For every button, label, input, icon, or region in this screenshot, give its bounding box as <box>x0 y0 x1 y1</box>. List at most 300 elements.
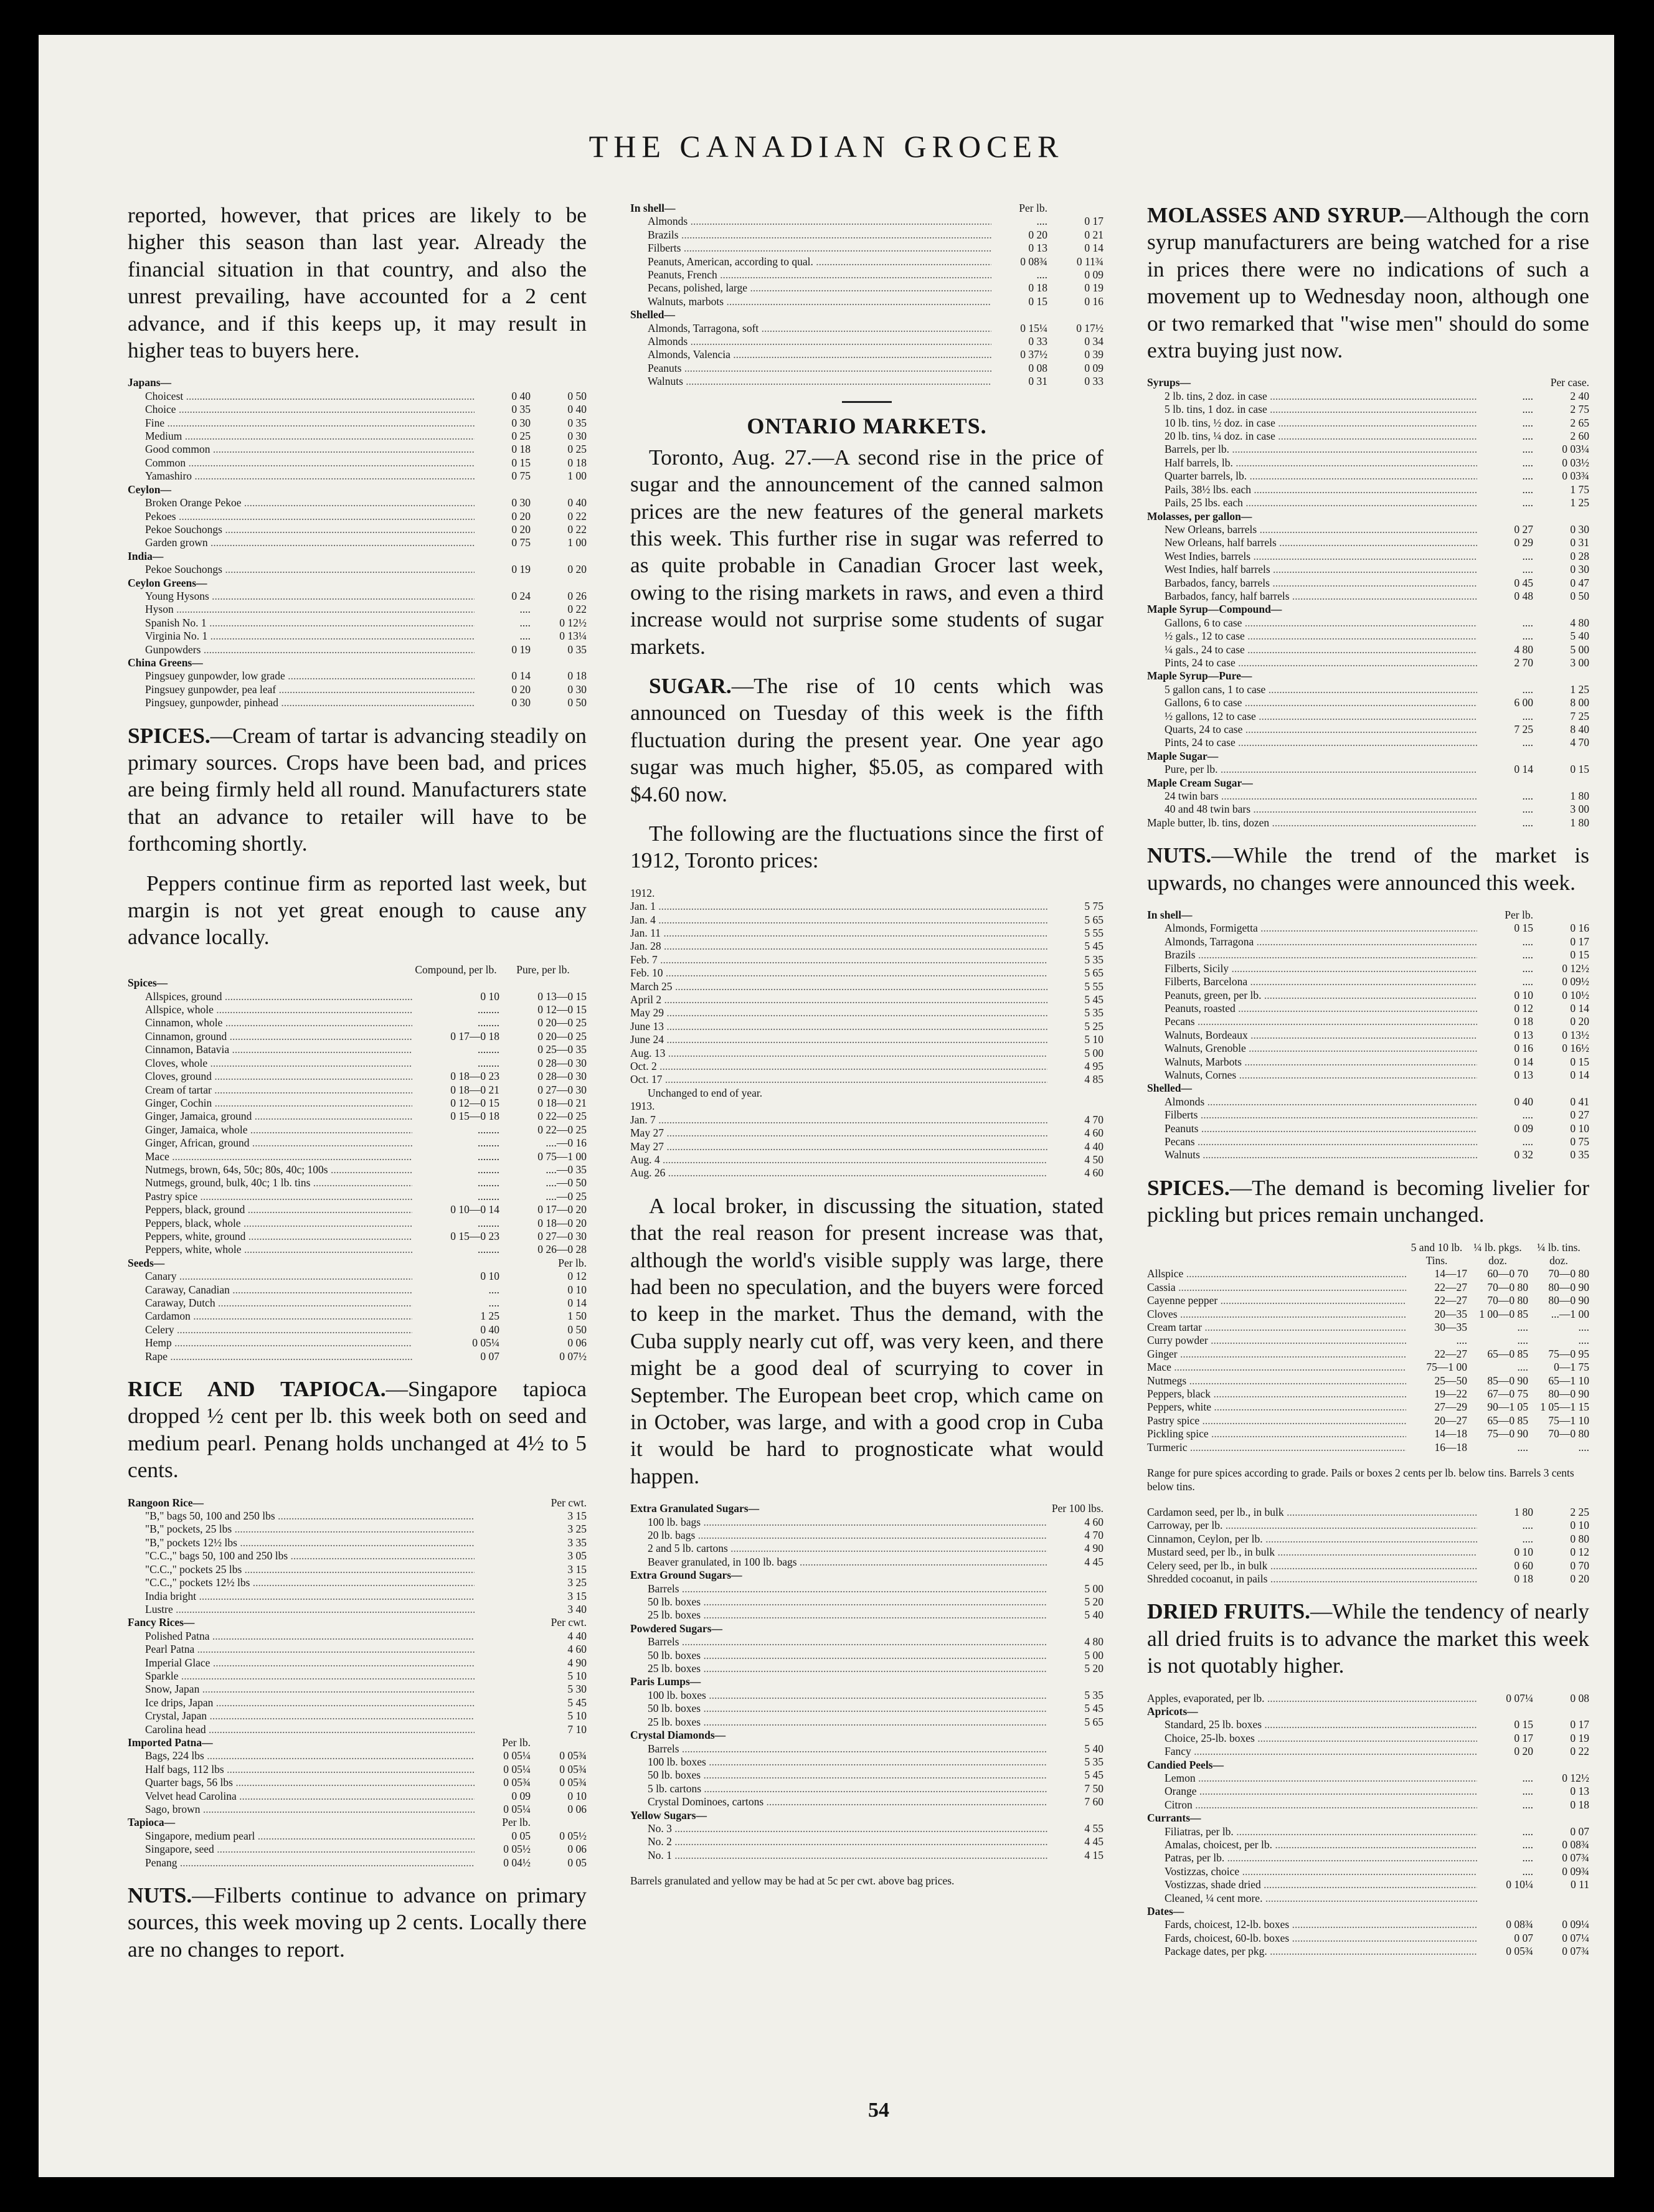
item-label: Broken Orange Pekoe ..... <box>128 496 475 509</box>
price-cell: 0 26 <box>567 589 587 602</box>
market-paragraph <box>1147 202 1589 364</box>
item-label: Cloves, ground ..... <box>128 1070 412 1083</box>
price-table-row <box>1147 1546 1589 1559</box>
item-label: Choice, 25-lb. boxes ..... <box>1147 1732 1477 1745</box>
item-label: Syrups— <box>1147 376 1191 389</box>
price-table-row <box>630 348 1103 361</box>
item-label: Cloves ..... <box>1147 1308 1406 1321</box>
price-cell: .... <box>1517 1334 1528 1347</box>
item-label: Fancy Rices— <box>128 1616 195 1629</box>
price-cell: 0 18 <box>1570 1798 1589 1811</box>
price-table-row <box>1147 696 1589 709</box>
item-label: 100 lb. boxes ..... <box>630 1756 1047 1769</box>
price-table-row <box>128 1776 587 1789</box>
price-table-row <box>128 1843 587 1856</box>
price-cell: 0 03¼ <box>1562 443 1589 456</box>
price-table-row <box>630 215 1103 228</box>
item-label: India bright ..... <box>128 1590 475 1603</box>
price-table-row <box>630 1060 1103 1073</box>
price-table <box>630 202 1103 389</box>
item-label: Extra Granulated Sugars— <box>630 1502 760 1515</box>
price-cell: 0 22 <box>567 509 587 522</box>
item-label: 25 lb. boxes ..... <box>630 1662 1047 1675</box>
price-table-row <box>630 1087 1103 1100</box>
price-cell: 0 40 <box>1514 1095 1533 1108</box>
price-cell: .... <box>519 630 531 643</box>
price-cell: 0 15—0 23 <box>450 1229 499 1242</box>
item-label: Yamashiro ..... <box>128 470 475 483</box>
price-table-row <box>128 1709 587 1723</box>
price-cell: 4 60 <box>1084 1166 1103 1179</box>
price-table-row <box>1147 1015 1589 1028</box>
price-cell: 0 34 <box>1084 335 1103 348</box>
price-table-row <box>128 1763 587 1776</box>
price-cell: 3 40 <box>567 1602 587 1615</box>
price-cell: 0 17 <box>1570 1718 1589 1731</box>
price-cell: 0 33 <box>1028 335 1047 348</box>
price-table-row <box>630 1822 1103 1835</box>
price-cell: .... <box>1522 709 1533 722</box>
price-cell: 5 25 <box>1084 1019 1103 1033</box>
price-cell: 0 60 <box>1514 1559 1533 1572</box>
price-table-subheading <box>630 1622 1103 1635</box>
item-label: Cinnamon, whole ..... <box>128 1016 412 1029</box>
price-cell: 22—27 <box>1434 1280 1467 1293</box>
paragraph-lead: DRIED FRUITS. <box>1147 1599 1311 1624</box>
price-cell: 0 07¼ <box>1506 1691 1533 1704</box>
price-cell: .... <box>1522 975 1533 988</box>
price-cell: 65—0 85 <box>1487 1414 1528 1427</box>
price-cell: 0 27 <box>1514 522 1533 536</box>
item-label: West Indies, barrels ..... <box>1147 550 1477 563</box>
price-cell: .... <box>1456 1334 1467 1347</box>
price-cell: ........ <box>478 1056 499 1069</box>
price-table-row <box>1147 630 1589 643</box>
price-table-subheading <box>630 1502 1103 1515</box>
item-label: Pingsuey gunpowder, low grade ..... <box>128 669 475 683</box>
item-label: Shelled— <box>1147 1082 1192 1095</box>
item-label: Peppers, black, ground ..... <box>128 1203 412 1216</box>
price-cell <box>412 1257 499 1270</box>
price-cell: 4 70 <box>1084 1529 1103 1541</box>
item-label: In shell— <box>630 202 676 214</box>
paragraph-lead: MOLASSES AND SYRUP. <box>1147 202 1404 227</box>
price-table-row <box>128 1576 587 1589</box>
item-label: New Orleans, half barrels ..... <box>1147 536 1477 549</box>
price-table-row <box>1147 1002 1589 1015</box>
price-cell: 0 18 <box>511 443 531 456</box>
price-table-row <box>1147 523 1589 536</box>
price-cell: 0 30 <box>511 416 531 429</box>
price-cell: 0 13¼ <box>559 630 587 643</box>
price-table-subheading <box>128 1496 587 1510</box>
price-cell: 0 05¾ <box>559 1749 587 1762</box>
item-label: Walnuts, Marbots ..... <box>1147 1056 1477 1069</box>
price-cell: 0 10 <box>1570 1122 1589 1135</box>
price-table-row <box>1147 803 1589 816</box>
price-cell: 4 60 <box>567 1643 587 1656</box>
price-table-row <box>1147 1361 1589 1374</box>
price-cell: 5 10 <box>567 1709 587 1723</box>
price-cell: 5 00 <box>1084 1582 1103 1595</box>
item-label: Jan. 4 ..... <box>630 914 1047 927</box>
item-label: Sago, brown ..... <box>128 1803 475 1816</box>
price-cell: 2 75 <box>1570 403 1589 416</box>
market-paragraph <box>128 870 587 951</box>
item-label: India— <box>128 549 164 562</box>
price-table-row <box>1147 935 1589 948</box>
price-table-subheading <box>630 1809 1103 1822</box>
price-table-row <box>128 1670 587 1683</box>
price-cell: 5 45 <box>1084 1702 1103 1715</box>
price-cell: 0 07¾ <box>1562 1851 1589 1865</box>
price-cell: .... <box>1578 1440 1589 1453</box>
price-table-row <box>630 1649 1103 1662</box>
price-table-row <box>1147 1387 1589 1401</box>
price-cell: .... <box>1522 1798 1533 1811</box>
price-cell: 0 06 <box>567 1803 587 1815</box>
price-cell: 0 50 <box>567 389 587 402</box>
price-table-row <box>630 1113 1103 1127</box>
price-cell: Per cwt. <box>551 1496 587 1509</box>
item-label: Gunpowders ..... <box>128 643 475 656</box>
price-cell <box>475 1709 531 1723</box>
price-table-row <box>1147 643 1589 656</box>
price-cell: 3 05 <box>567 1549 587 1562</box>
price-cell: 0 50 <box>567 696 587 709</box>
item-label: Choice ..... <box>128 403 475 416</box>
section-divider <box>842 401 892 403</box>
price-table-row <box>1147 1892 1589 1905</box>
price-cell: 0 20 <box>1514 1745 1533 1758</box>
item-label: Jan. 11 ..... <box>630 927 1047 940</box>
price-table-row <box>1147 1095 1589 1108</box>
item-label: Cardamon ..... <box>128 1310 412 1323</box>
item-label: Caraway, Canadian ..... <box>128 1283 412 1297</box>
price-cell <box>475 1576 531 1589</box>
price-table-row <box>1147 1308 1589 1321</box>
item-label: ¼ gals., 24 to case ..... <box>1147 643 1477 656</box>
price-cell: 0 13 <box>1570 1785 1589 1798</box>
price-table-row <box>1147 1533 1589 1546</box>
price-table-row <box>1147 1838 1589 1851</box>
price-table-subheading <box>128 376 587 389</box>
price-cell: 70—0 80 <box>1487 1294 1528 1307</box>
price-table-row <box>128 1350 587 1363</box>
price-cell <box>1533 909 1589 922</box>
price-cell: .... <box>1517 1361 1528 1374</box>
price-cell: 0 13 <box>1028 242 1047 255</box>
price-table-row <box>128 1176 587 1189</box>
price-table <box>1147 1241 1589 1455</box>
price-table-row <box>630 322 1103 335</box>
price-table-row <box>128 523 587 536</box>
market-paragraph <box>630 673 1103 808</box>
price-cell: 0 05 <box>567 1856 587 1869</box>
price-table-row <box>128 417 587 430</box>
price-cell: 0 40 <box>567 403 587 416</box>
price-table-subheading <box>630 308 1103 321</box>
item-label: Spanish No. 1 ..... <box>128 617 475 630</box>
price-cell: 0 20 <box>511 509 531 522</box>
paragraph-text: Peppers continue firm as reported last week, but margin is not yet great enough to cause any advance locally. <box>128 870 587 950</box>
item-label: 5 lb. tins, 1 doz. in case ..... <box>1147 403 1477 416</box>
price-table-row <box>1147 656 1589 669</box>
market-paragraph <box>630 1193 1103 1490</box>
price-cell: 5 45 <box>1084 993 1103 1006</box>
price-table-subheading <box>128 483 587 496</box>
item-label: Allspices, ground ..... <box>128 990 412 1003</box>
price-table-row <box>128 390 587 403</box>
price-table-row <box>128 1016 587 1029</box>
price-cell: 0 75 <box>511 536 531 549</box>
price-cell: 4 85 <box>1084 1073 1103 1086</box>
price-table-row <box>1147 710 1589 723</box>
price-table-row <box>1147 483 1589 496</box>
price-cell <box>1533 1892 1589 1905</box>
price-cell: 4 40 <box>567 1629 587 1642</box>
price-cell: 2 25 <box>1570 1505 1589 1518</box>
price-table-row <box>630 927 1103 940</box>
item-label: Maple Syrup—Compound— <box>1147 603 1282 616</box>
price-table-subheading <box>1147 510 1589 523</box>
item-label: Patras, per lb. ..... <box>1147 1851 1477 1865</box>
item-label: Vostizzas, choice ..... <box>1147 1865 1477 1878</box>
price-table-row <box>630 1033 1103 1046</box>
item-label: Nutmegs, brown, 64s, 50c; 80s, 40c; 100s ..... <box>128 1163 412 1176</box>
item-label: May 29 ..... <box>630 1006 1047 1019</box>
item-label: 2 and 5 lb. cartons ..... <box>630 1542 1047 1555</box>
price-cell: 0 27 <box>1570 1108 1589 1122</box>
price-table <box>1147 1692 1589 1959</box>
price-table-row <box>128 1084 587 1097</box>
price-cell: 5 20 <box>1084 1662 1103 1675</box>
price-table-row <box>1147 443 1589 456</box>
item-label: Caraway, Dutch ..... <box>128 1297 412 1310</box>
price-cell: 4 95 <box>1084 1060 1103 1073</box>
price-table-row <box>630 1006 1103 1019</box>
price-cell: 5 45 <box>567 1696 587 1709</box>
price-table-row <box>1147 1772 1589 1785</box>
price-cell: 0 07¾ <box>1562 1945 1589 1958</box>
price-cell: 0 05¾ <box>1506 1945 1533 1958</box>
price-cell: 0 07¼ <box>1562 1931 1589 1944</box>
paragraph-text: reported, however, that prices are likely to be higher this season than last year. Already the financial situation in that country, and also the unrest prevailing, have accounted for a 2 cent advance, and if this keeps up, it may result in higher teas to buyers here. <box>128 202 587 363</box>
price-table-row <box>1147 922 1589 935</box>
price-cell: 0 09¾ <box>1562 1865 1589 1878</box>
price-cell: 0 12½ <box>1562 1772 1589 1784</box>
price-cell: 3 35 <box>567 1536 587 1549</box>
price-cell: 4 60 <box>1084 1127 1103 1140</box>
item-label: Cream tartar ..... <box>1147 1321 1406 1334</box>
item-label: Powdered Sugars— <box>630 1622 722 1635</box>
price-cell: .... <box>1522 1108 1533 1122</box>
page-number: 54 <box>868 2099 889 2122</box>
price-cell: ....—0 50 <box>546 1176 587 1189</box>
item-label: Aug. 4 ..... <box>630 1153 1047 1166</box>
price-cell: 19—22 <box>1434 1387 1467 1401</box>
item-label: Mace ..... <box>128 1150 412 1163</box>
price-cell: 1 75 <box>1570 483 1589 496</box>
price-table-row <box>128 496 587 509</box>
item-label: Peppers, black, whole ..... <box>128 1217 412 1230</box>
price-table <box>630 887 1103 1180</box>
price-table-row <box>1147 1745 1589 1758</box>
price-table-subheading <box>1147 1905 1589 1918</box>
price-cell: 4 70 <box>1570 736 1589 749</box>
price-cell <box>475 1630 531 1643</box>
price-cell <box>475 1510 531 1523</box>
price-cell: 0 18 <box>567 456 587 469</box>
price-table-row <box>1147 1056 1589 1069</box>
price-cell: 0 16½ <box>1562 1042 1589 1055</box>
price-table-row <box>1147 683 1589 696</box>
price-cell: 1 80 <box>1514 1505 1533 1518</box>
price-table-row <box>128 1123 587 1137</box>
price-cell: 0 30 <box>567 683 587 696</box>
item-label: Barrels ..... <box>630 1742 1047 1756</box>
price-cell: 5 00 <box>1084 1046 1103 1059</box>
price-cell: 1 25 <box>480 1310 499 1323</box>
item-label: Carolina head ..... <box>128 1723 475 1736</box>
price-cell: 1 05—1 15 <box>1540 1401 1589 1414</box>
item-label: Barrels ..... <box>630 1635 1047 1648</box>
item-label: Pints, 24 to case ..... <box>1147 656 1477 669</box>
market-paragraph <box>128 722 587 858</box>
item-label: Quarter bags, 56 lbs ..... <box>128 1776 475 1789</box>
price-cell: 0 14 <box>1570 1001 1589 1014</box>
price-table-row <box>630 1849 1103 1862</box>
paragraph-text: —Although the corn syrup manufacturers are being watched for a rise in prices there were no indications of such a movement up to Wednesday noon, although one or two remarked that "wise men" should do some extra buying just now. <box>1147 202 1589 363</box>
price-cell: 0 12—0 15 <box>537 1003 587 1016</box>
price-cell: 1 25 <box>1570 683 1589 696</box>
price-table-row <box>128 1230 587 1243</box>
price-table-row <box>630 1140 1103 1153</box>
price-table-row <box>630 1582 1103 1595</box>
price-table-row <box>1147 723 1589 736</box>
price-table-row <box>1147 1865 1589 1878</box>
item-label: Spices— <box>128 976 168 990</box>
item-label: Pails, 38½ lbs. each ..... <box>1147 483 1477 496</box>
item-label: Filberts ..... <box>1147 1108 1477 1122</box>
price-table <box>1147 909 1589 1162</box>
price-cell: 0 18 <box>1514 1015 1533 1028</box>
price-cell: 4 45 <box>1084 1555 1103 1568</box>
price-cell: 0 10¼ <box>1506 1878 1533 1891</box>
price-cell: 0 13½ <box>1562 1028 1589 1041</box>
price-cell: 0 07 <box>1514 1931 1533 1944</box>
item-label: Cinnamon, Ceylon, per lb. ..... <box>1147 1533 1477 1546</box>
price-cell: ....—0 35 <box>546 1163 587 1176</box>
price-table-row <box>128 1790 587 1803</box>
price-table-row <box>1147 1798 1589 1812</box>
price-cell: 0 18 <box>567 669 587 683</box>
item-label: Maple Cream Sugar— <box>1147 776 1253 789</box>
item-label: Jan. 1 ..... <box>630 900 1047 913</box>
price-cell: 0 03½ <box>1562 456 1589 469</box>
price-table-row <box>630 281 1103 295</box>
item-label: Cinnamon, Batavia ..... <box>128 1043 412 1056</box>
price-table-row <box>630 1516 1103 1529</box>
price-cell: Per lb. <box>1019 202 1047 214</box>
price-table-row <box>1147 989 1589 1002</box>
price-cell: 0 09 <box>1514 1122 1533 1135</box>
price-cell: 0 15 <box>1570 1055 1589 1068</box>
price-table-row <box>128 456 587 470</box>
item-label: Pekoe Souchongs ..... <box>128 523 475 536</box>
item-label: Crystal Diamonds— <box>630 1729 726 1742</box>
item-label: Walnuts ..... <box>630 375 991 388</box>
price-cell: 0 50 <box>567 1323 587 1336</box>
price-cell: 0 13—0 15 <box>537 990 587 1003</box>
item-label: Extra Ground Sugars— <box>630 1569 742 1582</box>
item-label: "C.C.," pockets 25 lbs ..... <box>128 1563 475 1576</box>
price-cell: 85—0 90 <box>1487 1374 1528 1387</box>
item-label: Lemon ..... <box>1147 1772 1477 1785</box>
price-cell: 5 35 <box>1084 953 1103 966</box>
item-label: Almonds, Valencia ..... <box>630 348 991 361</box>
price-cell: 3 00 <box>1570 803 1589 816</box>
item-label: Fancy ..... <box>1147 1745 1477 1758</box>
price-cell: 0 05¼ <box>503 1749 531 1762</box>
price-table-row <box>1147 1825 1589 1838</box>
price-table <box>128 376 587 709</box>
price-cell: 0 39 <box>1084 348 1103 361</box>
price-table-row <box>1147 1506 1589 1519</box>
price-table-subheading <box>128 577 587 590</box>
item-label: Filberts, Sicily ..... <box>1147 962 1477 975</box>
item-label: Aug. 13 ..... <box>630 1047 1047 1060</box>
price-cell <box>1047 202 1103 215</box>
price-cell: 0 47 <box>1570 576 1589 589</box>
price-cell: 0 10—0 14 <box>450 1203 499 1216</box>
price-cell: .... <box>1522 962 1533 975</box>
item-label: Imperial Glace ..... <box>128 1657 475 1670</box>
item-label: Ginger, Jamaica, ground ..... <box>128 1110 412 1123</box>
price-cell: 0 15 <box>1570 948 1589 962</box>
item-label: Peppers, white, whole ..... <box>128 1243 412 1256</box>
price-cell: ........ <box>478 1016 499 1029</box>
table-note: Barrels granulated and yellow may be had at 5c per cwt. above bag prices. <box>630 1874 955 1888</box>
price-table-row <box>1147 1718 1589 1731</box>
price-table-row <box>630 914 1103 927</box>
item-label: 50 lb. boxes ..... <box>630 1702 1047 1715</box>
price-cell: 0 12½ <box>559 616 587 629</box>
price-cell: Per 100 lbs. <box>1051 1502 1103 1515</box>
item-label: Lustre ..... <box>128 1603 475 1616</box>
price-cell: 4 90 <box>1084 1542 1103 1555</box>
section-heading: ONTARIO MARKETS. <box>747 413 987 438</box>
price-cell: ....—0 16 <box>546 1137 587 1150</box>
price-cell: 4 80 <box>1084 1635 1103 1648</box>
price-cell: 0 14 <box>1084 242 1103 255</box>
price-cell: .... <box>519 603 531 616</box>
item-label: "B," bags 50, 100 and 250 lbs ..... <box>128 1510 475 1523</box>
price-table-row <box>1147 1321 1589 1334</box>
item-label: Canary ..... <box>128 1270 412 1283</box>
price-cell: 7 10 <box>567 1723 587 1736</box>
item-label: Walnuts ..... <box>1147 1148 1477 1161</box>
price-table-row <box>128 470 587 483</box>
item-label: Peanuts, American, according to qual. ..... <box>630 255 991 268</box>
price-cell: 2 70 <box>1514 656 1533 669</box>
price-cell: 5 55 <box>1084 927 1103 939</box>
item-label: Pingsuey gunpowder, pea leaf ..... <box>128 683 475 696</box>
price-table-row <box>1147 1241 1589 1268</box>
price-cell: 67—0 75 <box>1487 1387 1528 1401</box>
price-table-row <box>1147 790 1589 803</box>
price-cell <box>1477 376 1533 389</box>
